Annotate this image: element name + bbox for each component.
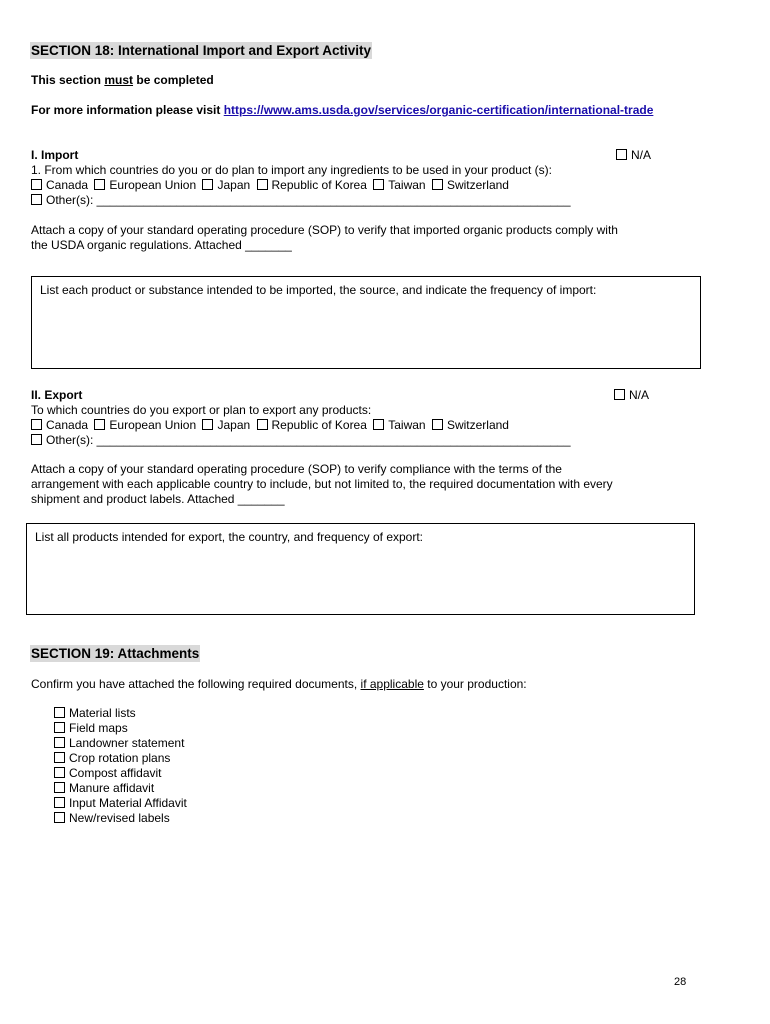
attachment-label: New/revised labels [69,811,170,825]
import-country-switzerland[interactable] [432,178,509,192]
checkbox[interactable] [54,797,65,808]
import-question: 1. From which countries do you or do plan to import any ingredients to be used in your product (s): [31,163,552,177]
export-country-european-union[interactable] [94,418,196,432]
import-sop-line-2: the USDA organic regulations. Attached _______ [31,238,292,252]
import-products-box[interactable] [31,276,701,369]
section-19-title: SECTION 19: Attachments [31,646,200,661]
checkbox[interactable] [373,419,384,430]
export-country-switzerland[interactable] [432,418,509,432]
must-complete-notice [31,73,214,88]
attachment-item-crop-rotation-plans[interactable] [54,751,187,766]
export-other-label: Other(s): _______________________________________________________________________ [46,433,571,447]
checkbox[interactable] [54,722,65,733]
country-label: Japan [217,178,251,192]
must-suffix: be completed [133,73,214,87]
country-label: Republic of Korea [271,418,367,432]
must-prefix: This section [31,73,105,87]
export-other-option[interactable] [31,433,571,448]
export-na-option[interactable] [614,388,649,403]
import-na-label: N/A [631,148,652,162]
export-country-options [31,418,512,433]
attachment-label: Input Material Affidavit [69,796,187,810]
checkbox[interactable] [432,179,443,190]
more-info-line [31,103,653,118]
section-18-title: SECTION 18: International Import and Export Activity [31,43,372,58]
checkbox[interactable] [31,419,42,430]
export-question: To which countries do you export or plan to export any products: [31,403,372,417]
export-box-prompt: List all products intended for export, the country, and frequency of export: [35,530,424,544]
page-number: 28 [674,976,687,988]
export-country-canada[interactable] [31,418,88,432]
import-country-european-union[interactable] [94,178,196,192]
must-word: must [104,73,134,87]
import-na-checkbox[interactable] [616,149,627,160]
attachments-confirm-text [31,677,527,692]
checkbox[interactable] [54,812,65,823]
country-label: Switzerland [446,418,509,432]
confirm-suffix: to your production: [423,677,527,691]
attachment-label: Compost affidavit [69,766,162,780]
country-label: Republic of Korea [271,178,367,192]
checkbox[interactable] [373,179,384,190]
import-country-options [31,178,512,193]
attachment-item-manure-affidavit[interactable] [54,781,187,796]
country-label: Taiwan [388,178,426,192]
checkbox[interactable] [54,782,65,793]
country-label: Canada [46,418,89,432]
import-heading: I. Import [31,148,79,162]
checkbox[interactable] [202,179,213,190]
attachments-checklist [54,706,187,826]
country-label: Switzerland [446,178,509,192]
export-country-korea[interactable] [257,418,367,432]
attachment-item-input-material-affidavit[interactable] [54,796,187,811]
export-country-japan[interactable] [202,418,250,432]
export-sop-line-3: shipment and product labels. Attached _______ [31,492,285,506]
checkbox[interactable] [257,419,268,430]
international-trade-link[interactable]: https://www.ams.usda.gov/services/organic-certification/international-trade [223,103,654,117]
export-products-box[interactable] [26,523,695,615]
checkbox[interactable] [94,179,105,190]
checkbox[interactable] [54,707,65,718]
attachment-item-material-lists[interactable] [54,706,187,721]
import-country-canada[interactable] [31,178,88,192]
export-other-checkbox[interactable] [31,434,42,445]
import-box-prompt: List each product or substance intended to be imported, the source, and indicate the frequency of import: [40,283,597,297]
export-sop-line-1: Attach a copy of your standard operating procedure (SOP) to verify compliance with the terms of the [31,462,562,476]
checkbox[interactable] [257,179,268,190]
checkbox[interactable] [31,179,42,190]
checkbox[interactable] [202,419,213,430]
more-info-prefix: For more information please visit [31,103,224,117]
attachment-label: Crop rotation plans [69,751,171,765]
confirm-if-applicable: if applicable [360,677,424,691]
attachment-item-landowner-statement[interactable] [54,736,187,751]
country-label: Taiwan [388,418,426,432]
import-na-option[interactable] [616,148,651,163]
attachment-label: Field maps [69,721,128,735]
country-label: European Union [109,418,197,432]
country-label: Canada [46,178,89,192]
import-other-label: Other(s): _______________________________________________________________________ [46,193,571,207]
checkbox[interactable] [54,767,65,778]
attachment-item-new-revised-labels[interactable] [54,811,187,826]
import-other-checkbox[interactable] [31,194,42,205]
attachment-item-compost-affidavit[interactable] [54,766,187,781]
import-country-taiwan[interactable] [373,178,425,192]
country-label: Japan [217,418,251,432]
attachment-label: Manure affidavit [69,781,155,795]
attachment-item-field-maps[interactable] [54,721,187,736]
import-sop-line-1: Attach a copy of your standard operating procedure (SOP) to verify that imported organic products comply with [31,223,618,237]
checkbox[interactable] [94,419,105,430]
import-country-japan[interactable] [202,178,250,192]
export-country-taiwan[interactable] [373,418,425,432]
confirm-prefix: Confirm you have attached the following required documents, [31,677,361,691]
export-heading: II. Export [31,388,83,402]
country-label: European Union [109,178,197,192]
export-sop-line-2: arrangement with each applicable country to include, but not limited to, the required documentation with every [31,477,613,491]
checkbox[interactable] [432,419,443,430]
import-country-korea[interactable] [257,178,367,192]
import-other-option[interactable] [31,193,571,208]
attachment-label: Landowner statement [69,736,185,750]
export-na-checkbox[interactable] [614,389,625,400]
checkbox[interactable] [54,737,65,748]
export-na-label: N/A [629,388,650,402]
attachment-label: Material lists [69,706,136,720]
checkbox[interactable] [54,752,65,763]
